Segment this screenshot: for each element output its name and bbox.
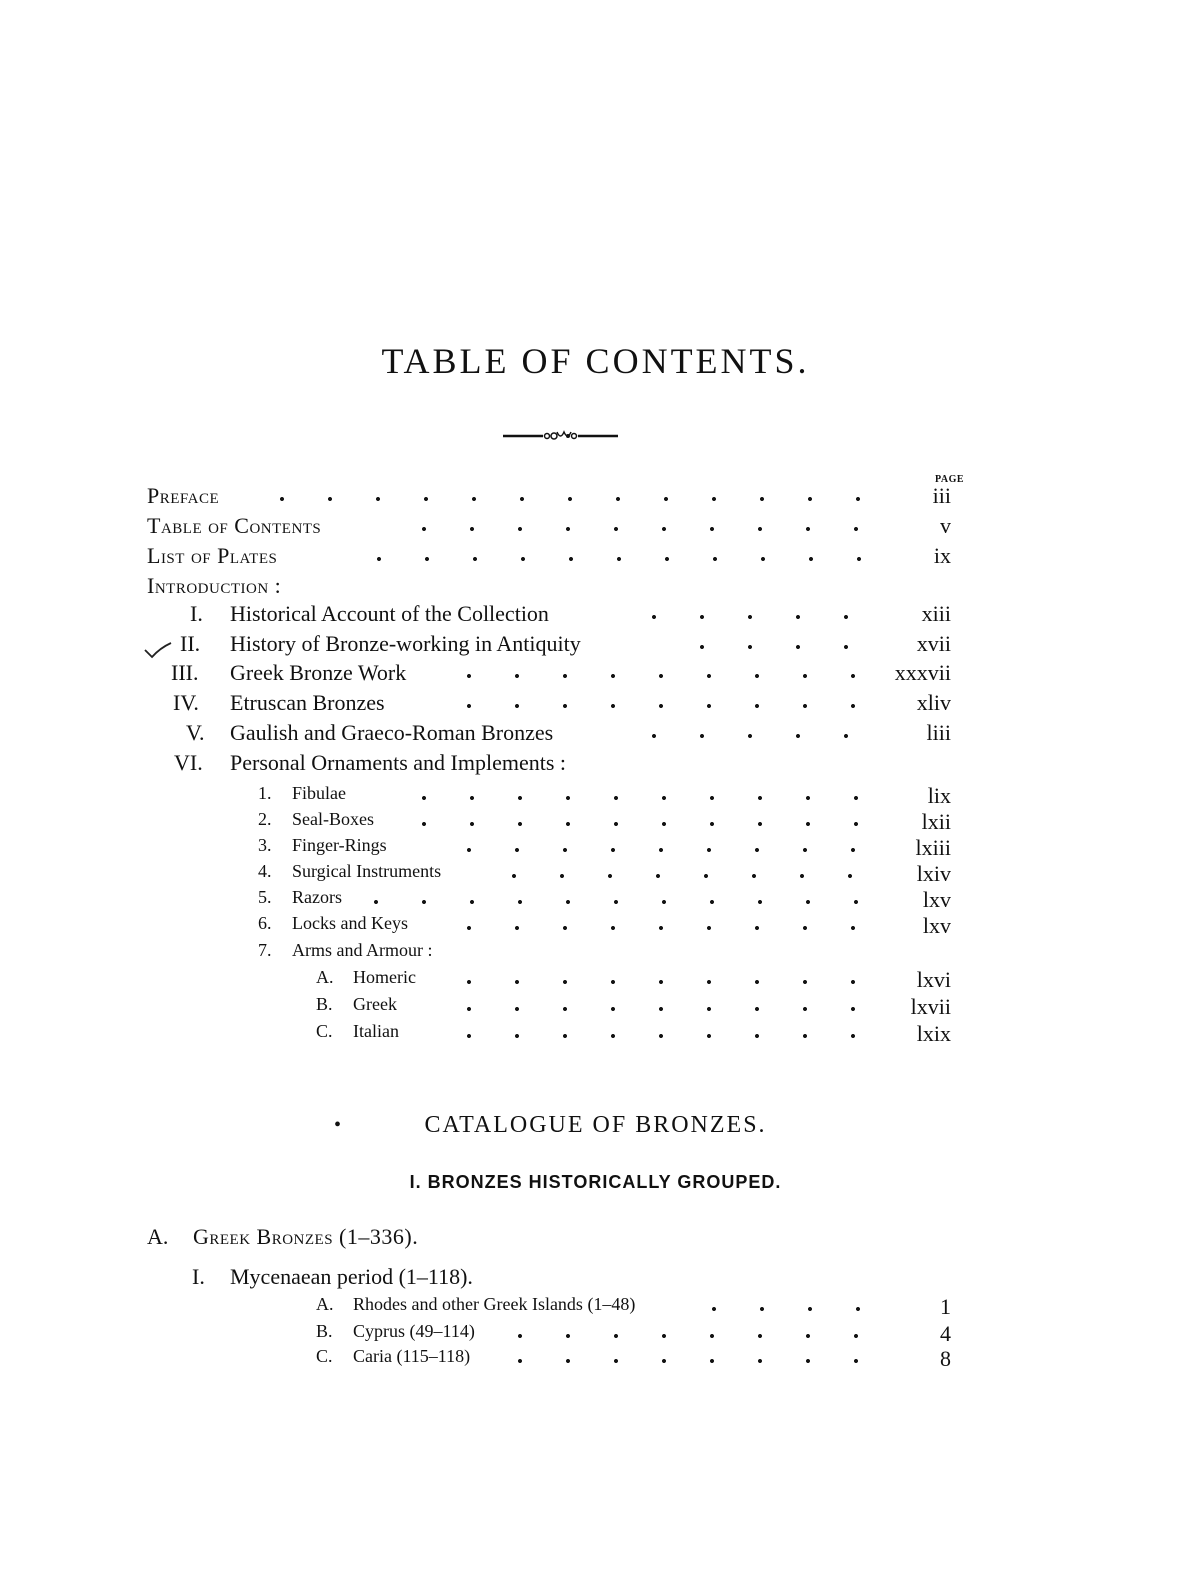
ornament-item: [0, 809, 951, 837]
catalogue-title: CATALOGUE OF BRONZES.: [424, 1112, 767, 1138]
item-num: 6.: [258, 913, 272, 933]
item-page: lxv: [922, 887, 951, 912]
arms-item: [0, 967, 951, 995]
item-title: Razors: [292, 887, 342, 907]
item-page: 8: [940, 1346, 951, 1371]
item-title: Rhodes and other Greek Islands (1–48): [353, 1294, 636, 1314]
item-page: lxvi: [916, 967, 951, 992]
item-num: 3.: [258, 835, 272, 855]
toc-page: ix: [933, 543, 951, 568]
leader-dots: [400, 796, 879, 802]
intro-page: liii: [926, 720, 951, 745]
page-column-header: PAGE: [935, 474, 965, 485]
leader-dots: [496, 1334, 879, 1340]
leader-dots: [445, 1034, 879, 1040]
ornament-item: [0, 913, 951, 941]
ornament-item: [0, 861, 951, 889]
item-num: 4.: [258, 861, 272, 881]
item-title: Greek: [353, 994, 397, 1014]
catalogue-group: [0, 1224, 951, 1252]
leader-dots: [630, 734, 879, 740]
toc-label: Table of Contents: [147, 513, 322, 538]
group-num: A.: [147, 1224, 169, 1249]
item-page: lxvii: [910, 994, 951, 1019]
item-title: Caria (115–118): [353, 1346, 471, 1366]
item-num: A.: [316, 1294, 334, 1314]
leader-dots: [445, 704, 879, 710]
intro-page: xliv: [916, 690, 951, 715]
toc-entry-preface: [0, 483, 951, 511]
item-num: C.: [316, 1021, 333, 1041]
period-item: [0, 1321, 951, 1349]
intro-page: xiii: [921, 601, 951, 626]
intro-item: [0, 750, 951, 778]
leader-dots: [690, 1307, 879, 1313]
intro-num: IV.: [173, 690, 199, 715]
arms-item: [0, 1021, 951, 1049]
leader-dots: [352, 900, 879, 906]
leader-dots: [445, 674, 871, 680]
intro-title: Etruscan Bronzes: [230, 690, 385, 715]
intro-item: [0, 631, 951, 659]
ornament-item: [0, 887, 951, 915]
period-item: [0, 1294, 951, 1322]
arms-item: [0, 994, 951, 1022]
section-title: I. BRONZES HISTORICALLY GROUPED.: [409, 1172, 782, 1192]
intro-num: II.: [180, 631, 201, 656]
item-num: 7.: [258, 940, 272, 960]
intro-page: xvii: [916, 631, 951, 656]
toc-entry-table-of-contents: [0, 513, 951, 541]
item-page: 1: [940, 1294, 951, 1319]
group-title: Greek Bronzes (1–336).: [193, 1224, 419, 1249]
item-num: 2.: [258, 809, 272, 829]
item-title: Cyprus (49–114): [353, 1321, 475, 1341]
toc-entry-list-of-plates: [0, 543, 951, 571]
toc-label: Preface: [147, 483, 220, 508]
intro-item: [0, 601, 951, 629]
intro-num: V.: [186, 720, 205, 745]
item-num: B.: [316, 1321, 333, 1341]
period-title: Mycenaean period (1–118).: [230, 1264, 473, 1289]
item-num: 1.: [258, 783, 272, 803]
toc-label: Introduction :: [147, 573, 282, 598]
item-title: Finger-Rings: [292, 835, 387, 855]
intro-item: [0, 660, 951, 688]
toc-entry-introduction: [0, 573, 951, 601]
intro-item: [0, 690, 951, 718]
page-title: TABLE OF CONTENTS.: [381, 341, 810, 381]
item-page: lxiii: [915, 835, 951, 860]
intro-num: III.: [171, 660, 199, 685]
item-page: lix: [927, 783, 951, 808]
leader-dots: [496, 1359, 879, 1365]
intro-num: I.: [190, 601, 203, 626]
ornament-item: [0, 783, 951, 811]
item-num: C.: [316, 1346, 333, 1366]
leader-dots: [445, 1007, 879, 1013]
leader-dots: [445, 848, 879, 854]
item-title: Surgical Instruments: [292, 861, 442, 881]
toc-page: v: [940, 513, 951, 538]
leader-dots: [400, 527, 879, 533]
intro-item: [0, 720, 951, 748]
intro-title: Gaulish and Graeco-Roman Bronzes: [230, 720, 554, 745]
intro-num: VI.: [174, 750, 203, 775]
leader-dots: [355, 557, 879, 563]
catalogue-period: [0, 1264, 951, 1292]
period-item: [0, 1346, 951, 1374]
leader-dots: [490, 874, 879, 880]
leader-dots: [258, 497, 879, 503]
item-page: 4: [940, 1321, 951, 1346]
item-num: B.: [316, 994, 333, 1014]
item-title: Homeric: [353, 967, 416, 987]
intro-title: Personal Ornaments and Implements :: [230, 750, 567, 775]
item-title: Arms and Armour :: [292, 940, 433, 960]
intro-page: xxxvii: [894, 660, 951, 685]
item-num: A.: [316, 967, 334, 987]
toc-page: iii: [932, 483, 951, 508]
item-page: lxix: [916, 1021, 951, 1046]
leader-dots: [445, 980, 879, 986]
toc-label: List of Plates: [147, 543, 278, 568]
ornament-item: [0, 835, 951, 863]
ornament-item: [0, 940, 951, 968]
intro-title: Historical Account of the Collection: [230, 601, 549, 626]
period-num: I.: [192, 1264, 205, 1289]
leader-dots: [630, 615, 879, 621]
intro-title: History of Bronze-working in Antiquity: [230, 631, 581, 656]
ornament-divider: [503, 428, 618, 444]
leader-dots: [678, 645, 879, 651]
leader-dots: [445, 926, 879, 932]
item-page: lxv: [922, 913, 951, 938]
item-num: 5.: [258, 887, 272, 907]
item-page: lxiv: [916, 861, 951, 886]
leader-dots: [400, 822, 879, 828]
item-title: Locks and Keys: [292, 913, 408, 933]
item-title: Italian: [353, 1021, 399, 1041]
catalogue-bullet: •: [334, 1114, 342, 1136]
item-title: Seal-Boxes: [292, 809, 374, 829]
item-page: lxii: [921, 809, 951, 834]
intro-title: Greek Bronze Work: [230, 660, 407, 685]
item-title: Fibulae: [292, 783, 346, 803]
